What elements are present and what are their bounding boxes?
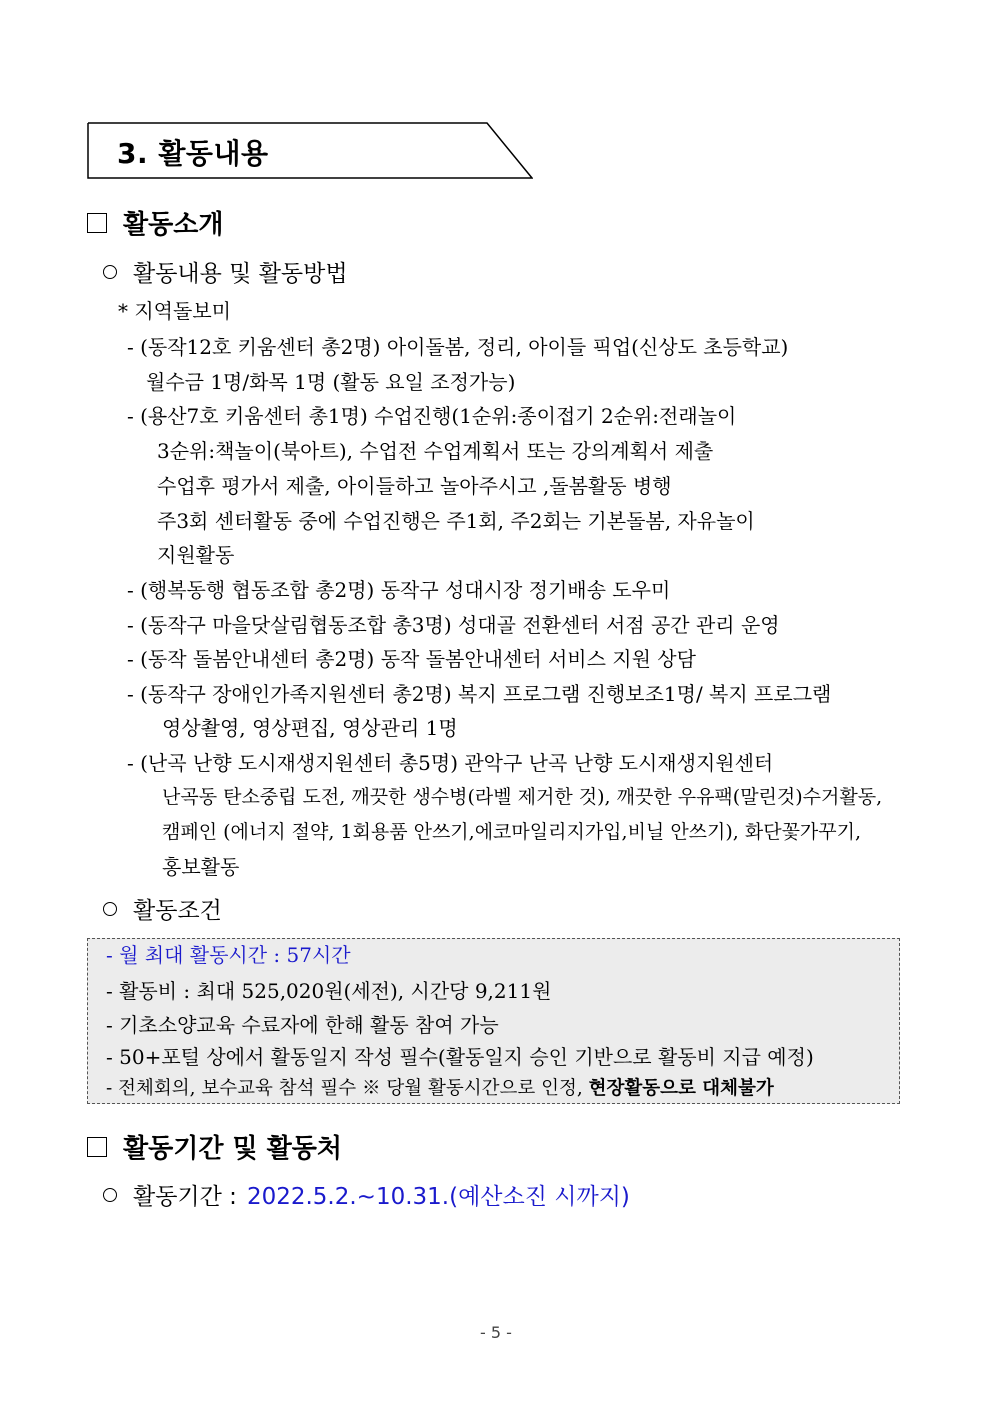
list-item: - (난곡 난향 도시재생지원센터 총5명) 관악구 난곡 난향 도시재생지원센터 <box>127 751 774 775</box>
list-item: 주3회 센터활동 중에 수업진행은 주1회, 주2회는 기본돌봄, 자유놀이 <box>157 509 755 533</box>
heading-activity-intro <box>87 204 223 241</box>
condition-max-hours: - 월 최대 활동시간 : 57시간 <box>106 943 351 967</box>
square-bullet-icon <box>87 1137 107 1157</box>
list-item: 월수금 1명/화목 1명 (활동 요일 조정가능) <box>146 370 516 394</box>
list-item: 3순위:책놀이(북아트), 수업전 수업계획서 또는 강의계획서 제출 <box>157 439 714 463</box>
heading-period-place-label: 활동기간 및 활동처 <box>123 1134 343 1164</box>
condition-pay: - 활동비 : 최대 525,020원(세전), 시간당 9,211원 <box>106 979 552 1003</box>
condition-log: - 50+포털 상에서 활동일지 작성 필수(활동일지 승인 기반으로 활동비 지급 예정) <box>106 1045 814 1069</box>
section-header <box>87 122 533 179</box>
activity-period <box>103 1178 630 1211</box>
subheading-conditions <box>103 892 222 925</box>
list-item: - (행복동행 협동조합 총2명) 동작구 성대시장 정기배송 도우미 <box>127 578 671 602</box>
condition-training: - 기초소양교육 수료자에 한해 활동 참여 가능 <box>106 1013 499 1037</box>
list-item: - (동작 돌봄안내센터 총2명) 동작 돌봄안내센터 서비스 지원 상담 <box>127 647 696 671</box>
list-item: * 지역돌보미 <box>118 299 231 323</box>
heading-activity-intro-label: 활동소개 <box>123 210 224 240</box>
heading-period-place <box>87 1128 342 1165</box>
section-title: 3. 활동내용 <box>117 137 269 170</box>
circle-bullet-icon <box>103 902 117 916</box>
square-bullet-icon <box>87 213 107 233</box>
list-item: 난곡동 탄소중립 도전, 깨끗한 생수병(라벨 제거한 것), 깨끗한 우유팩(말린것)수거활동, <box>162 786 883 808</box>
condition-meeting-text: - 전체회의, 보수교육 참석 필수 ※ 당월 활동시간으로 인정, <box>106 1078 589 1099</box>
list-item: 수업후 평가서 제출, 아이들하고 놀아주시고 ,돌봄활동 병행 <box>157 474 672 498</box>
list-item: 영상촬영, 영상편집, 영상관리 1명 <box>162 716 458 740</box>
list-item: 지원활동 <box>157 543 235 567</box>
subheading-conditions-label: 활동조건 <box>133 898 222 924</box>
list-item: - (동작구 마을닷살림협동조합 총3명) 성대골 전환센터 서점 공간 관리 운영 <box>127 613 780 637</box>
circle-bullet-icon <box>103 1188 117 1202</box>
condition-meeting-emphasis: 현장활동으로 대체불가 <box>588 1078 774 1099</box>
activity-period-label: 활동기간 : <box>133 1184 237 1210</box>
subheading-content-method-label: 활동내용 및 활동방법 <box>133 261 348 287</box>
activity-period-value: 2022.5.2.~10.31.(예산소진 시까지) <box>246 1184 630 1210</box>
condition-meeting <box>106 1080 774 1099</box>
subheading-content-method <box>103 255 348 288</box>
list-item: - (동작구 장애인가족지원센터 총2명) 복지 프로그램 진행보조1명/ 복지 프로그램 <box>127 682 832 706</box>
list-item: 캠페인 (에너지 절약, 1회용품 안쓰기,에코마일리지가입,비닐 안쓰기), 화단꽃가꾸기, <box>162 821 862 843</box>
conditions-box <box>87 938 900 1104</box>
list-item: - (용산7호 키움센터 총1명) 수업진행(1순위:종이접기 2순위:전래놀이 <box>127 404 737 428</box>
circle-bullet-icon <box>103 265 117 279</box>
list-item: 홍보활동 <box>162 855 240 879</box>
list-item: - (동작12호 키움센터 총2명) 아이돌봄, 정리, 아이들 픽업(신상도 초등학교) <box>127 335 789 359</box>
page-number: - 5 - <box>480 1323 512 1342</box>
